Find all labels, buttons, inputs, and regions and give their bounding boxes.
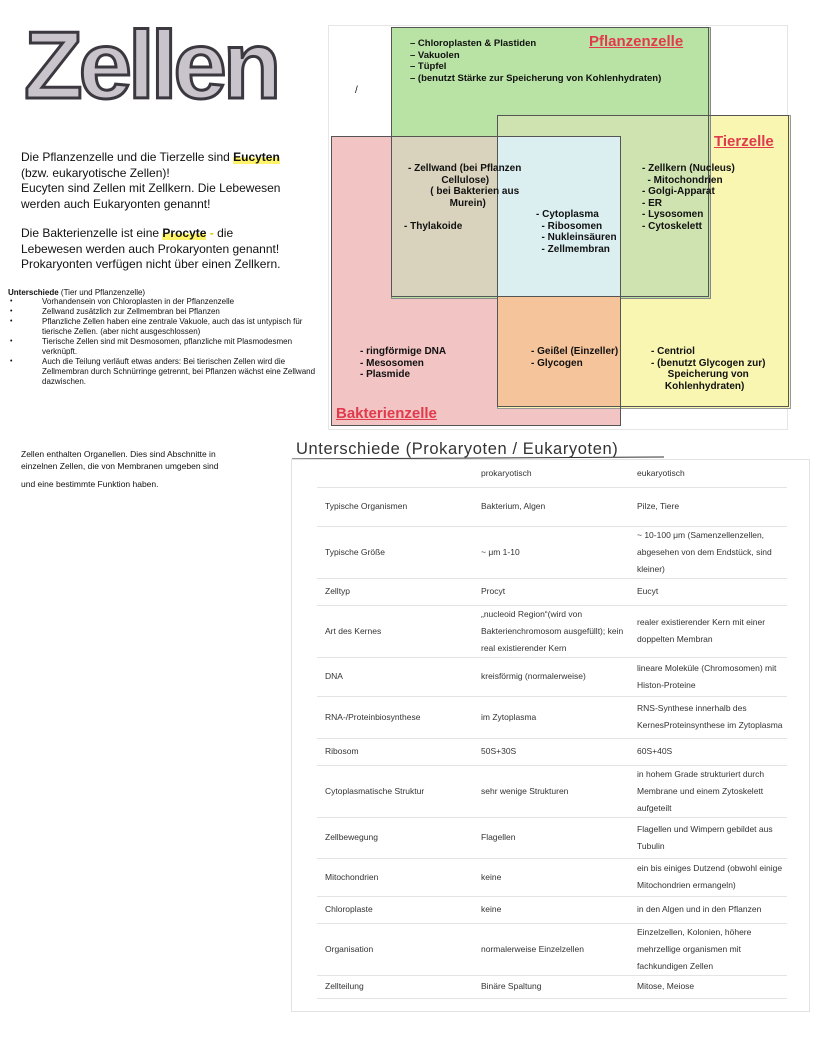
plant-label: Pflanzenzelle [589, 33, 684, 50]
organelles-text: Zellen enthalten Organellen. Dies sind Abschnitte in [21, 449, 216, 459]
table-cell: normalerweise Einzelzellen [473, 923, 629, 975]
highlight-eucyten: Eucyten [233, 150, 280, 164]
table-cell: 60S+40S [629, 738, 787, 765]
list-item: • Tierische Zellen sind mit Desmosomen, pflanzliche mit Plasmodesmen verknüpft. [8, 337, 320, 357]
table-cell: Zelltyp [317, 578, 473, 605]
table-cell: Chloroplaste [317, 896, 473, 923]
table-cell: Typische Größe [317, 526, 473, 578]
table-cell: in den Algen und in den Pflanzen [629, 896, 787, 923]
table-cell: ~ μm 1-10 [473, 526, 629, 578]
list-item: • Zellwand zusätzlich zur Zellmembran bei Pflanzen [8, 307, 320, 317]
animal-label: Tierzelle [714, 133, 774, 150]
table-row [317, 923, 787, 975]
bacteria-label: Bakterienzelle [336, 405, 437, 422]
table-header-cell [317, 460, 473, 487]
intro-text: Die Pflanzenzelle und die Tierzelle sind [21, 150, 234, 164]
intro-text: werden auch Eukaryonten genannt! [21, 196, 211, 211]
table-cell: Pilze, Tiere [629, 487, 787, 526]
intro-text: die [213, 226, 234, 240]
intro-text: Lebewesen werden auch Prokaryonten genannt! [21, 241, 280, 256]
table-cell: Art des Kernes [317, 605, 473, 657]
title-text: Zellen [24, 18, 278, 108]
list-item: • Vorhandensein von Chloroplasten in der Pflanzenzelle [8, 297, 320, 307]
page-title [20, 18, 280, 108]
table-cell: keine [473, 896, 629, 923]
thylakoide-item: - Thylakoide [404, 221, 463, 232]
organelles-text: einzelnen Zellen, die von Membranen umgeben sind [21, 461, 219, 471]
animal-only-list: - Centriol - (benutzt Glycogen zur) Speicherung von Kohlenhydraten) [651, 346, 766, 392]
table-row [317, 738, 787, 765]
intro-text: Prokaryonten verfügen nicht über einen Zellkern. [21, 257, 281, 271]
table-body [317, 460, 787, 998]
table-cell: ein bis einiges Dutzend (obwohl einige Mitochondrien ermangeln) [629, 858, 787, 896]
table-row [317, 896, 787, 923]
table-cell: realer existierender Kern mit einer doppelten Membran [629, 605, 787, 657]
table-header-cell: eukaryotisch [629, 460, 787, 487]
table-cell: Mitochondrien [317, 858, 473, 896]
highlight-procyte: Procyte [162, 226, 207, 240]
organelles-text: und eine bestimmte Funktion haben. [21, 479, 159, 489]
table-cell: RNS-Synthese innerhalb des KernesProteinsynthese im Zytoplasma [629, 696, 787, 738]
table-row [317, 526, 787, 578]
table-cell: Mitose, Meiose [629, 975, 787, 998]
differences-list [8, 297, 320, 387]
table-cell: Zellteilung [317, 975, 473, 998]
table-row [317, 765, 787, 817]
table-cell: Flagellen [473, 817, 629, 858]
table-cell: kreisförmig (normalerweise) [473, 657, 629, 696]
table-cell: Eucyt [629, 578, 787, 605]
table-title [292, 435, 692, 461]
table-cell: Procyt [473, 578, 629, 605]
table-row [317, 487, 787, 526]
table-cell: RNA-/Proteinbiosynthese [317, 696, 473, 738]
table-header-cell: prokaryotisch [473, 460, 629, 487]
table-row [317, 578, 787, 605]
list-item: • Pflanzliche Zellen haben eine zentrale Vakuole, auch das ist untypisch für tierische Zellen. (aber nicht ausgeschlossen) [8, 317, 320, 337]
intro-text: Die Bakterienzelle ist eine [21, 226, 163, 240]
intro-section [21, 150, 301, 273]
table-cell: in hohem Grade strukturiert durch Membrane und einem Zytoskelett aufgeteilt [629, 765, 787, 817]
table-cell: Bakterium, Algen [473, 487, 629, 526]
plant-animal-list: - Zellkern (Nucleus) - Mitochondrien - Golgi-Apparat - ER - Lysosomen - Cytoskelett [642, 163, 735, 232]
table-title-text: Unterschiede (Prokaryoten / Eukaryoten) [296, 440, 619, 458]
table-cell: im Zytoplasma [473, 696, 629, 738]
table-cell: sehr wenige Strukturen [473, 765, 629, 817]
intro-text: Eucyten sind Zellen mit Zellkern. Die Lebewesen [21, 181, 281, 195]
table-cell: ~ 10-100 μm (Samenzellenzellen, abgesehen von dem Endstück, sind kleiner) [629, 526, 787, 578]
plant-bacteria-list: - Zellwand (bei Pflanzen Cellulose) ( bei Bakterien aus Murein) [408, 163, 522, 209]
table-cell: Cytoplasmatische Struktur [317, 765, 473, 817]
table-row [317, 975, 787, 998]
table-cell: keine [473, 858, 629, 896]
comparison-table [291, 459, 810, 1012]
organelles-section [21, 448, 291, 490]
table-cell: Organisation [317, 923, 473, 975]
table-cell: Einzelzellen, Kolonien, höhere mehrzellige organismen mit fachkundigen Zellen [629, 923, 787, 975]
table-row [317, 657, 787, 696]
differences-section [8, 288, 320, 387]
bacteria-animal-list: - Geißel (Einzeller) - Glycogen [531, 346, 619, 369]
table-row [317, 696, 787, 738]
table-cell: lineare Moleküle (Chromosomen) mit Histon-Proteine [629, 657, 787, 696]
intro-dash: - [206, 226, 214, 240]
differences-heading: Unterschiede (Tier und Pflanzenzelle) [8, 288, 146, 297]
table-cell: Ribosom [317, 738, 473, 765]
table-row [317, 858, 787, 896]
table-cell: DNA [317, 657, 473, 696]
table-row [317, 605, 787, 657]
table-cell: Typische Organismen [317, 487, 473, 526]
table-header-row [317, 460, 787, 487]
table-cell: „nucleoid Region“(wird von Bakterienchromosom ausgefüllt); kein real existierender Kern [473, 605, 629, 657]
table-cell: 50S+30S [473, 738, 629, 765]
plant-only-list: – Chloroplasten & Plastiden – Vakuolen – Tüpfel – (benutzt Stärke zur Speicherung von Kohlenhydraten) [410, 38, 662, 84]
bacteria-only-list: - ringförmige DNA - Mesosomen - Plasmide [360, 346, 447, 380]
table-cell: Flagellen und Wimpern gebildet aus Tubulin [629, 817, 787, 858]
intro-text: (bzw. eukaryotische Zellen)! [21, 165, 170, 180]
table-row [317, 817, 787, 858]
list-item: • Auch die Teilung verläuft etwas anders: Bei tierischen Zellen wird die Zellmembran durch Schnürringe getrennt, bei Pflanzen wächst eine Zellwand dazwischen. [8, 357, 320, 387]
table-cell: Zellbewegung [317, 817, 473, 858]
all-three-list: - Cytoplasma - Ribosomen - Nukleinsäuren - Zellmembran [536, 209, 617, 255]
venn-slash: / [355, 85, 358, 96]
table-cell: Binäre Spaltung [473, 975, 629, 998]
